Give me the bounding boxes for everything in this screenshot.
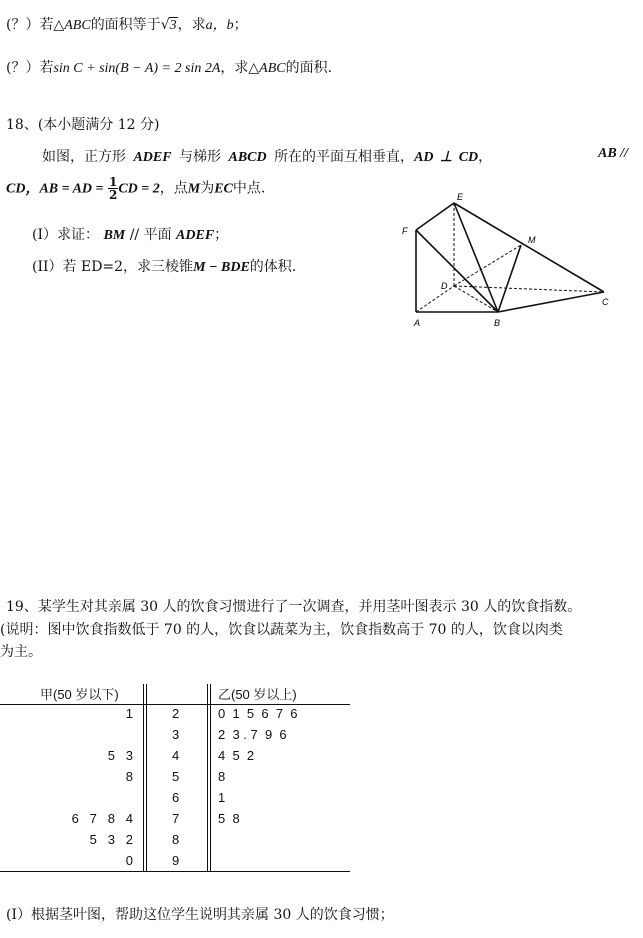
leaf-right: 5 8 <box>218 811 240 826</box>
q18-adef: ADEF <box>133 150 172 165</box>
edge-fb <box>416 230 498 312</box>
q19-line3: 为主。 <box>0 644 42 660</box>
edge-fe <box>416 203 454 230</box>
q17-part1-mid: 的面积等于 <box>90 17 161 33</box>
q19-line1: 19、某学生对其亲属 30 人的饮食习惯进行了一次调查，并用茎叶图表示 30 人的饮食指数。 <box>6 599 582 615</box>
divider-right <box>207 684 208 872</box>
leaf-left: 1 <box>125 706 133 721</box>
sqrt-value: 3 <box>169 18 177 33</box>
bottom-rule <box>0 871 350 872</box>
q18-part2-a: (II）若 ED=2，求三棱锥 <box>32 259 194 275</box>
edge-eb <box>454 203 498 312</box>
header-left: 甲(50 岁以下) <box>40 687 119 702</box>
q18-line1 <box>42 146 492 166</box>
leaf-left: 0 <box>125 853 133 868</box>
q18-part1-b: // 平面 <box>129 227 172 243</box>
fraction-num: 1 <box>108 175 118 189</box>
leaf-left: 8 <box>125 769 133 784</box>
edge-bm <box>498 245 521 312</box>
label-f: F <box>402 226 408 236</box>
q19-line2: (说明：图中饮食指数低于 70 的人，饮食以蔬菜为主，饮食指数高于 70 的人，饮食以肉类 <box>0 622 563 638</box>
stem: 6 <box>172 790 180 805</box>
fraction-half <box>108 176 118 201</box>
q17-part2-line <box>6 57 332 77</box>
q18-line2-d: 为 <box>200 180 215 197</box>
header-rule <box>0 704 350 705</box>
q17-part1-end: ； <box>233 17 248 33</box>
q18-part1-a: (I）求证： <box>32 227 99 243</box>
q18-line1-d: ， <box>478 149 493 165</box>
q17-part1-suffix: ，求 <box>177 17 206 33</box>
q18-line1-b: 与梯形 <box>179 149 222 165</box>
header-right: 乙(50 岁以上) <box>218 687 297 702</box>
q17-equation: sin C + sin(B − A) = 2 sin 2A <box>53 61 221 76</box>
leaf-left: 5 3 2 <box>89 832 133 847</box>
q18-part1 <box>32 224 228 244</box>
q18-part1-c: ； <box>214 227 229 243</box>
stem: 9 <box>172 853 180 868</box>
edge-bc <box>498 292 604 312</box>
leaf-right: 2 3 . 7 9 6 <box>218 727 287 742</box>
stem: 2 <box>172 706 180 721</box>
edge-dm <box>454 245 521 286</box>
edge-ad <box>416 286 454 312</box>
q18-line1-c: 所在的平面互相垂直， <box>274 149 415 165</box>
q18-part1-adef: ADEF <box>176 228 215 243</box>
q17-part2-end: 的面积. <box>285 60 333 76</box>
q18-ec: EC <box>214 181 233 197</box>
q19-part1: (I）根据茎叶图，帮助这位学生说明其亲属 30 人的饮食习惯； <box>6 907 394 923</box>
geometry-figure <box>390 190 625 335</box>
stem: 8 <box>172 832 180 847</box>
divider-right-2 <box>210 684 211 872</box>
q18-pyramid-expr: M − BDE <box>193 260 250 275</box>
triangle-abc: △ABC <box>248 61 286 76</box>
q17-vars: a，b <box>205 18 234 33</box>
q18-line2-b: CD = 2 <box>118 181 160 197</box>
stem: 3 <box>172 727 180 742</box>
triangle-abc: △ABC <box>53 18 91 33</box>
divider-left-2 <box>146 684 147 872</box>
leaf-right: 8 <box>218 769 226 784</box>
q18-point-m: M <box>187 181 201 197</box>
q18-line2 <box>6 176 265 201</box>
q18-part2-b: 的体积. <box>249 259 297 275</box>
q18-perp: AD ⊥ CD <box>414 150 479 165</box>
q17-part2-prefix: (？）若 <box>6 60 54 76</box>
label-c: C <box>602 297 609 307</box>
q18-line1-a: 如图，正方形 <box>42 149 126 165</box>
stem: 4 <box>172 748 180 763</box>
q18-part2 <box>32 256 296 276</box>
edge-ce <box>454 203 604 292</box>
stem: 7 <box>172 811 180 826</box>
leaf-left: 5 3 <box>107 748 133 763</box>
label-b: B <box>494 318 501 328</box>
leaf-right: 1 <box>218 790 226 805</box>
q18-line2-c: ，点 <box>159 180 188 197</box>
q18-bm: BM <box>103 228 126 243</box>
label-d: D <box>441 281 448 291</box>
q18-abcd: ABCD <box>228 150 267 165</box>
q17-part2-mid: ，求 <box>220 60 249 76</box>
stem-leaf-plot <box>0 684 350 874</box>
q17-part1-prefix: (？）若 <box>6 17 54 33</box>
leaf-right: 4 5 2 <box>218 748 255 763</box>
fraction-den: 2 <box>108 188 118 202</box>
label-m: M <box>528 235 536 245</box>
q18-line2-e: 中点. <box>232 180 266 197</box>
label-e: E <box>457 192 464 202</box>
stem: 5 <box>172 769 180 784</box>
leaf-left: 6 7 8 4 <box>71 811 133 826</box>
q18-header: 18、(本小题满分 12 分) <box>6 117 160 133</box>
divider-left <box>143 684 144 872</box>
label-a: A <box>414 318 421 328</box>
q18-line2-a: CD，AB = AD = <box>6 181 104 197</box>
q18-parallel: AB // <box>598 146 628 161</box>
q17-part1-line: (？）若△ABC的面积等于√3，求a，b； <box>6 17 248 33</box>
leaf-right: 0 1 5 6 7 6 <box>218 706 298 721</box>
